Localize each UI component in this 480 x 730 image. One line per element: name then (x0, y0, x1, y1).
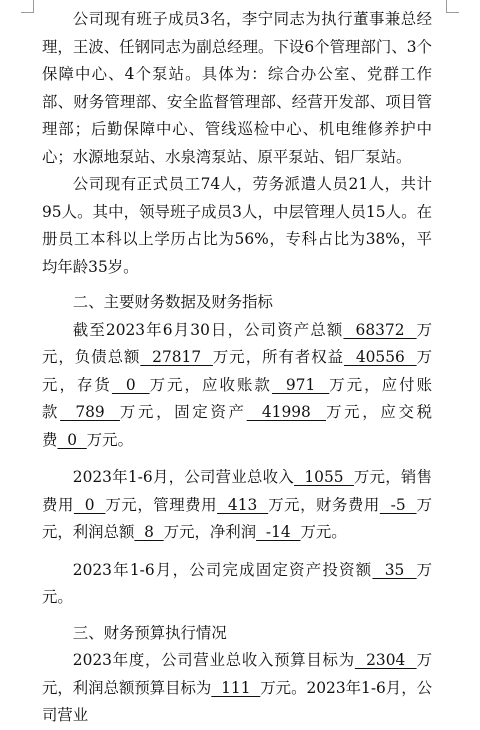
paragraph-balance-sheet (42, 317, 432, 455)
value-investment: 35 (372, 560, 417, 579)
text-run: 2023年1-6月，公司完成固定资产投资额 (72, 560, 373, 579)
text-run: 万元。2023年1-6月，公司营业 (42, 678, 432, 724)
value-total-assets: 68372 (343, 320, 417, 339)
section-heading-budget: 三、财务预算执行情况 (72, 623, 227, 642)
page-corner-mark-left (21, 0, 34, 13)
value-revenue: 1055 (294, 468, 354, 486)
value-receivable: 971 (271, 375, 330, 394)
text-run: 万元，利润总额预算目标为 (42, 651, 432, 697)
text-run: 万元，所有者权益 (212, 348, 345, 366)
value-admin-expense: 413 (217, 495, 269, 514)
text-run: 万元，管理费用 (105, 495, 218, 514)
page-corner-mark-right (446, 0, 459, 13)
text-run: 截至2023年6月30日，公司资产总额 (72, 320, 344, 339)
value-payable: 789 (60, 403, 120, 421)
text-run: 万元，应收账款 (149, 375, 272, 394)
value-profit-total: 8 (134, 523, 164, 541)
document-body (42, 6, 432, 730)
value-revenue-target: 2304 (354, 651, 417, 669)
value-fixed-assets: 41998 (246, 403, 327, 421)
value-inventory: 0 (111, 375, 150, 394)
text-run: 万元。 (300, 523, 347, 541)
text-run: 万元。 (42, 560, 433, 606)
value-tax: 0 (57, 430, 87, 449)
value-finance-expense: -5 (379, 495, 417, 514)
paragraph-staff: 公司现有正式员工74人，劳务派遣人员21人，共计95人。其中，领导班子成员3人，中层管理人员15人。在册员工本科以上学历占比为56%，专科占比为38%，平均年龄35岁。 (42, 175, 432, 276)
text-run: 万元，财务费用 (268, 495, 380, 514)
paragraph-budget (42, 647, 432, 730)
section-heading-financial-data: 二、主要财务数据及财务指标 (72, 293, 273, 311)
paragraph-structure: 公司现有班子成员3名，李宁同志为执行董事兼总经理，王波、任钢同志为副总经理。下设6个管理部门、3个保障中心、4个泵站。具体为：综合办公室、党群工作部、财务管理部、安全监督管理部、经营开发部、项目管理部；后勤保障中心、管线巡检中心、机电维修养护中心；水源地泵站、水泉湾泵站、原平泵站、铝厂泵站。 (42, 10, 432, 166)
text-run: 万元，固定资产 (119, 403, 247, 421)
value-liabilities: 27817 (140, 348, 213, 366)
text-run: 万元，应付账款 (42, 375, 432, 421)
text-run: 万元。 (86, 430, 133, 449)
text-run: 万元，应交税费 (42, 403, 432, 449)
text-run: 万元，负债总额 (42, 320, 432, 366)
value-selling-expense: 0 (73, 495, 106, 514)
text-run: 万元，销售费用 (42, 468, 432, 514)
paragraph-income (42, 464, 432, 547)
value-net-profit: -14 (256, 523, 301, 541)
value-equity: 40556 (344, 348, 417, 366)
text-run: 2023年度，公司营业总收入预算目标为 (72, 651, 355, 669)
paragraph-investment (42, 557, 432, 612)
value-profit-target: 111 (211, 678, 261, 697)
text-run: 万元，利润总额 (42, 495, 432, 541)
text-run: 万元，存货 (42, 348, 432, 394)
text-run: 2023年1-6月，公司营业总收入 (72, 468, 295, 486)
text-run: 万元，净利润 (163, 523, 257, 541)
